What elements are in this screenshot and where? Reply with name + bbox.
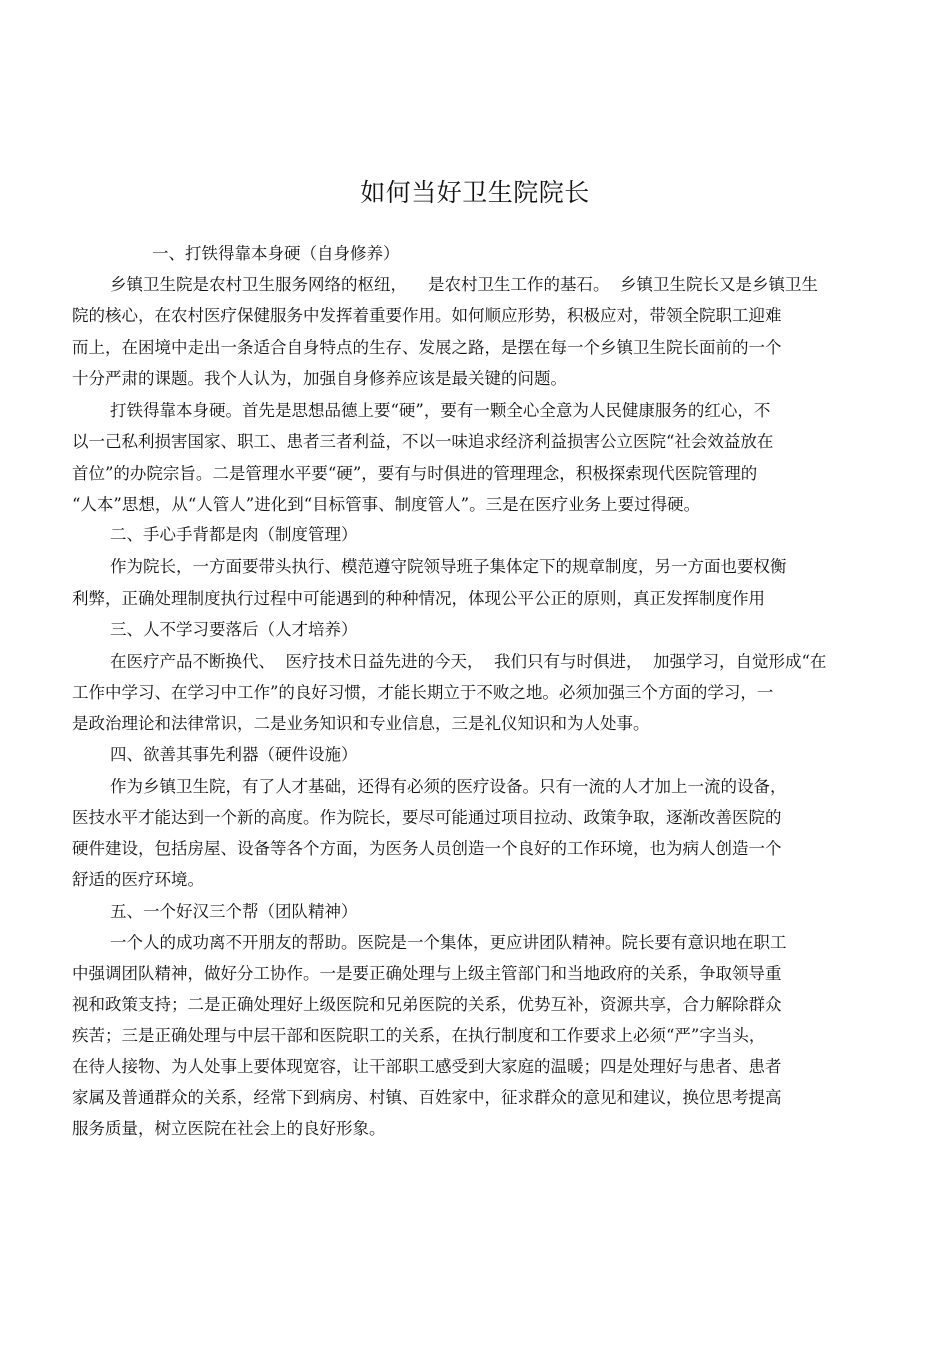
paragraph-line: 舒适的医疗环境。 bbox=[72, 870, 204, 889]
paragraph-line: 打铁得靠本身硬。首先是思想品德上要“硬”，要有一颗全心全意为人民健康服务的红心，不 bbox=[110, 401, 771, 420]
paragraph-line: 乡镇卫生院是农村卫生服务网络的枢纽， 是农村卫生工作的基石。 乡镇卫生院长又是乡镇卫生 bbox=[110, 275, 818, 294]
paragraph-line: 首位”的办院宗旨。二是管理水平要“硬”，要有与时俱进的管理理念，积极探索现代医院管理的 bbox=[72, 464, 758, 483]
section-heading: 三、人不学习要落后（人才培养） bbox=[110, 620, 358, 639]
section-heading: 二、手心手背都是肉（制度管理） bbox=[110, 525, 358, 544]
paragraph-line: 家属及普通群众的关系，经常下到病房、村镇、百姓家中，征求群众的意见和建议，换位思考提高 bbox=[72, 1088, 782, 1107]
paragraph-line: 而上，在困境中走出一条适合自身特点的生存、发展之路，是摆在每一个乡镇卫生院长面前的一个 bbox=[72, 338, 782, 357]
paragraph-line: 十分严肃的课题。我个人认为，加强自身修养应该是最关键的问题。 bbox=[72, 369, 567, 388]
paragraph-line: 院的核心，在农村医疗保健服务中发挥着重要作用。如何顺应形势，积极应对，带领全院职工迎难 bbox=[72, 306, 782, 325]
paragraph-line: 工作中学习、在学习中工作”的良好习惯，才能长期立于不败之地。必须加强三个方面的学习，一 bbox=[72, 683, 774, 702]
paragraph-line: 一个人的成功离不开朋友的帮助。医院是一个集体，更应讲团队精神。院长要有意识地在职工 bbox=[110, 933, 787, 952]
document-title: 如何当好卫生院院长 bbox=[360, 178, 590, 207]
paragraph-line: 疾苦；三是正确处理与中层干部和医院职工的关系，在执行制度和工作要求上必须“严”字当头， bbox=[72, 1026, 766, 1045]
paragraph-line: 中强调团队精神，做好分工协作。一是要正确处理与上级主管部门和当地政府的关系，争取领导重 bbox=[72, 964, 782, 983]
paragraph-line: 利弊，正确处理制度执行过程中可能遇到的种种情况，体现公平公正的原则，真正发挥制度作用 bbox=[72, 589, 765, 608]
paragraph-line: 视和政策支持；二是正确处理好上级医院和兄弟医院的关系，优势互补，资源共享，合力解除群众 bbox=[72, 995, 782, 1014]
section-heading: 一、打铁得靠本身硬（自身修养） bbox=[152, 244, 400, 263]
paragraph-line: 在医疗产品不断换代、 医疗技术日益先进的今天， 我们只有与时俱进， 加强学习，自觉形成“在 bbox=[110, 652, 827, 671]
section-heading: 五、一个好汉三个帮（团队精神） bbox=[110, 902, 358, 921]
paragraph-line: 医技水平才能达到一个新的高度。作为院长，要尽可能通过项目拉动、政策争取，逐渐改善医院的 bbox=[72, 808, 782, 827]
paragraph-line: 作为院长，一方面要带头执行、模范遵守院领导班子集体定下的规章制度，另一方面也要权衡 bbox=[110, 557, 787, 576]
paragraph-line: 硬件建设，包括房屋、设备等各个方面，为医务人员创造一个良好的工作环境，也为病人创造一个 bbox=[72, 839, 782, 858]
paragraph-line: 在待人接物、为人处事上要体现宽容，让干部职工感受到大家庭的温暖；四是处理好与患者、患者 bbox=[72, 1057, 782, 1076]
paragraph-line: 以一己私利损害国家、职工、患者三者利益，不以一味追求经济利益损害公立医院“社会效益放在 bbox=[72, 432, 774, 451]
paragraph-line: 作为乡镇卫生院，有了人才基础，还得有必须的医疗设备。只有一流的人才加上一流的设备， bbox=[110, 777, 787, 796]
paragraph-line: 是政治理论和法律常识，二是业务知识和专业信息，三是礼仪知识和为人处事。 bbox=[72, 714, 650, 733]
paragraph-line: 服务质量，树立医院在社会上的良好形象。 bbox=[72, 1119, 386, 1138]
paragraph-line: “人本”思想，从“人管人”进化到“目标管事、制度管人”。三是在医疗业务上要过得硬。 bbox=[72, 495, 701, 514]
section-heading: 四、欲善其事先利器（硬件设施） bbox=[110, 745, 358, 764]
